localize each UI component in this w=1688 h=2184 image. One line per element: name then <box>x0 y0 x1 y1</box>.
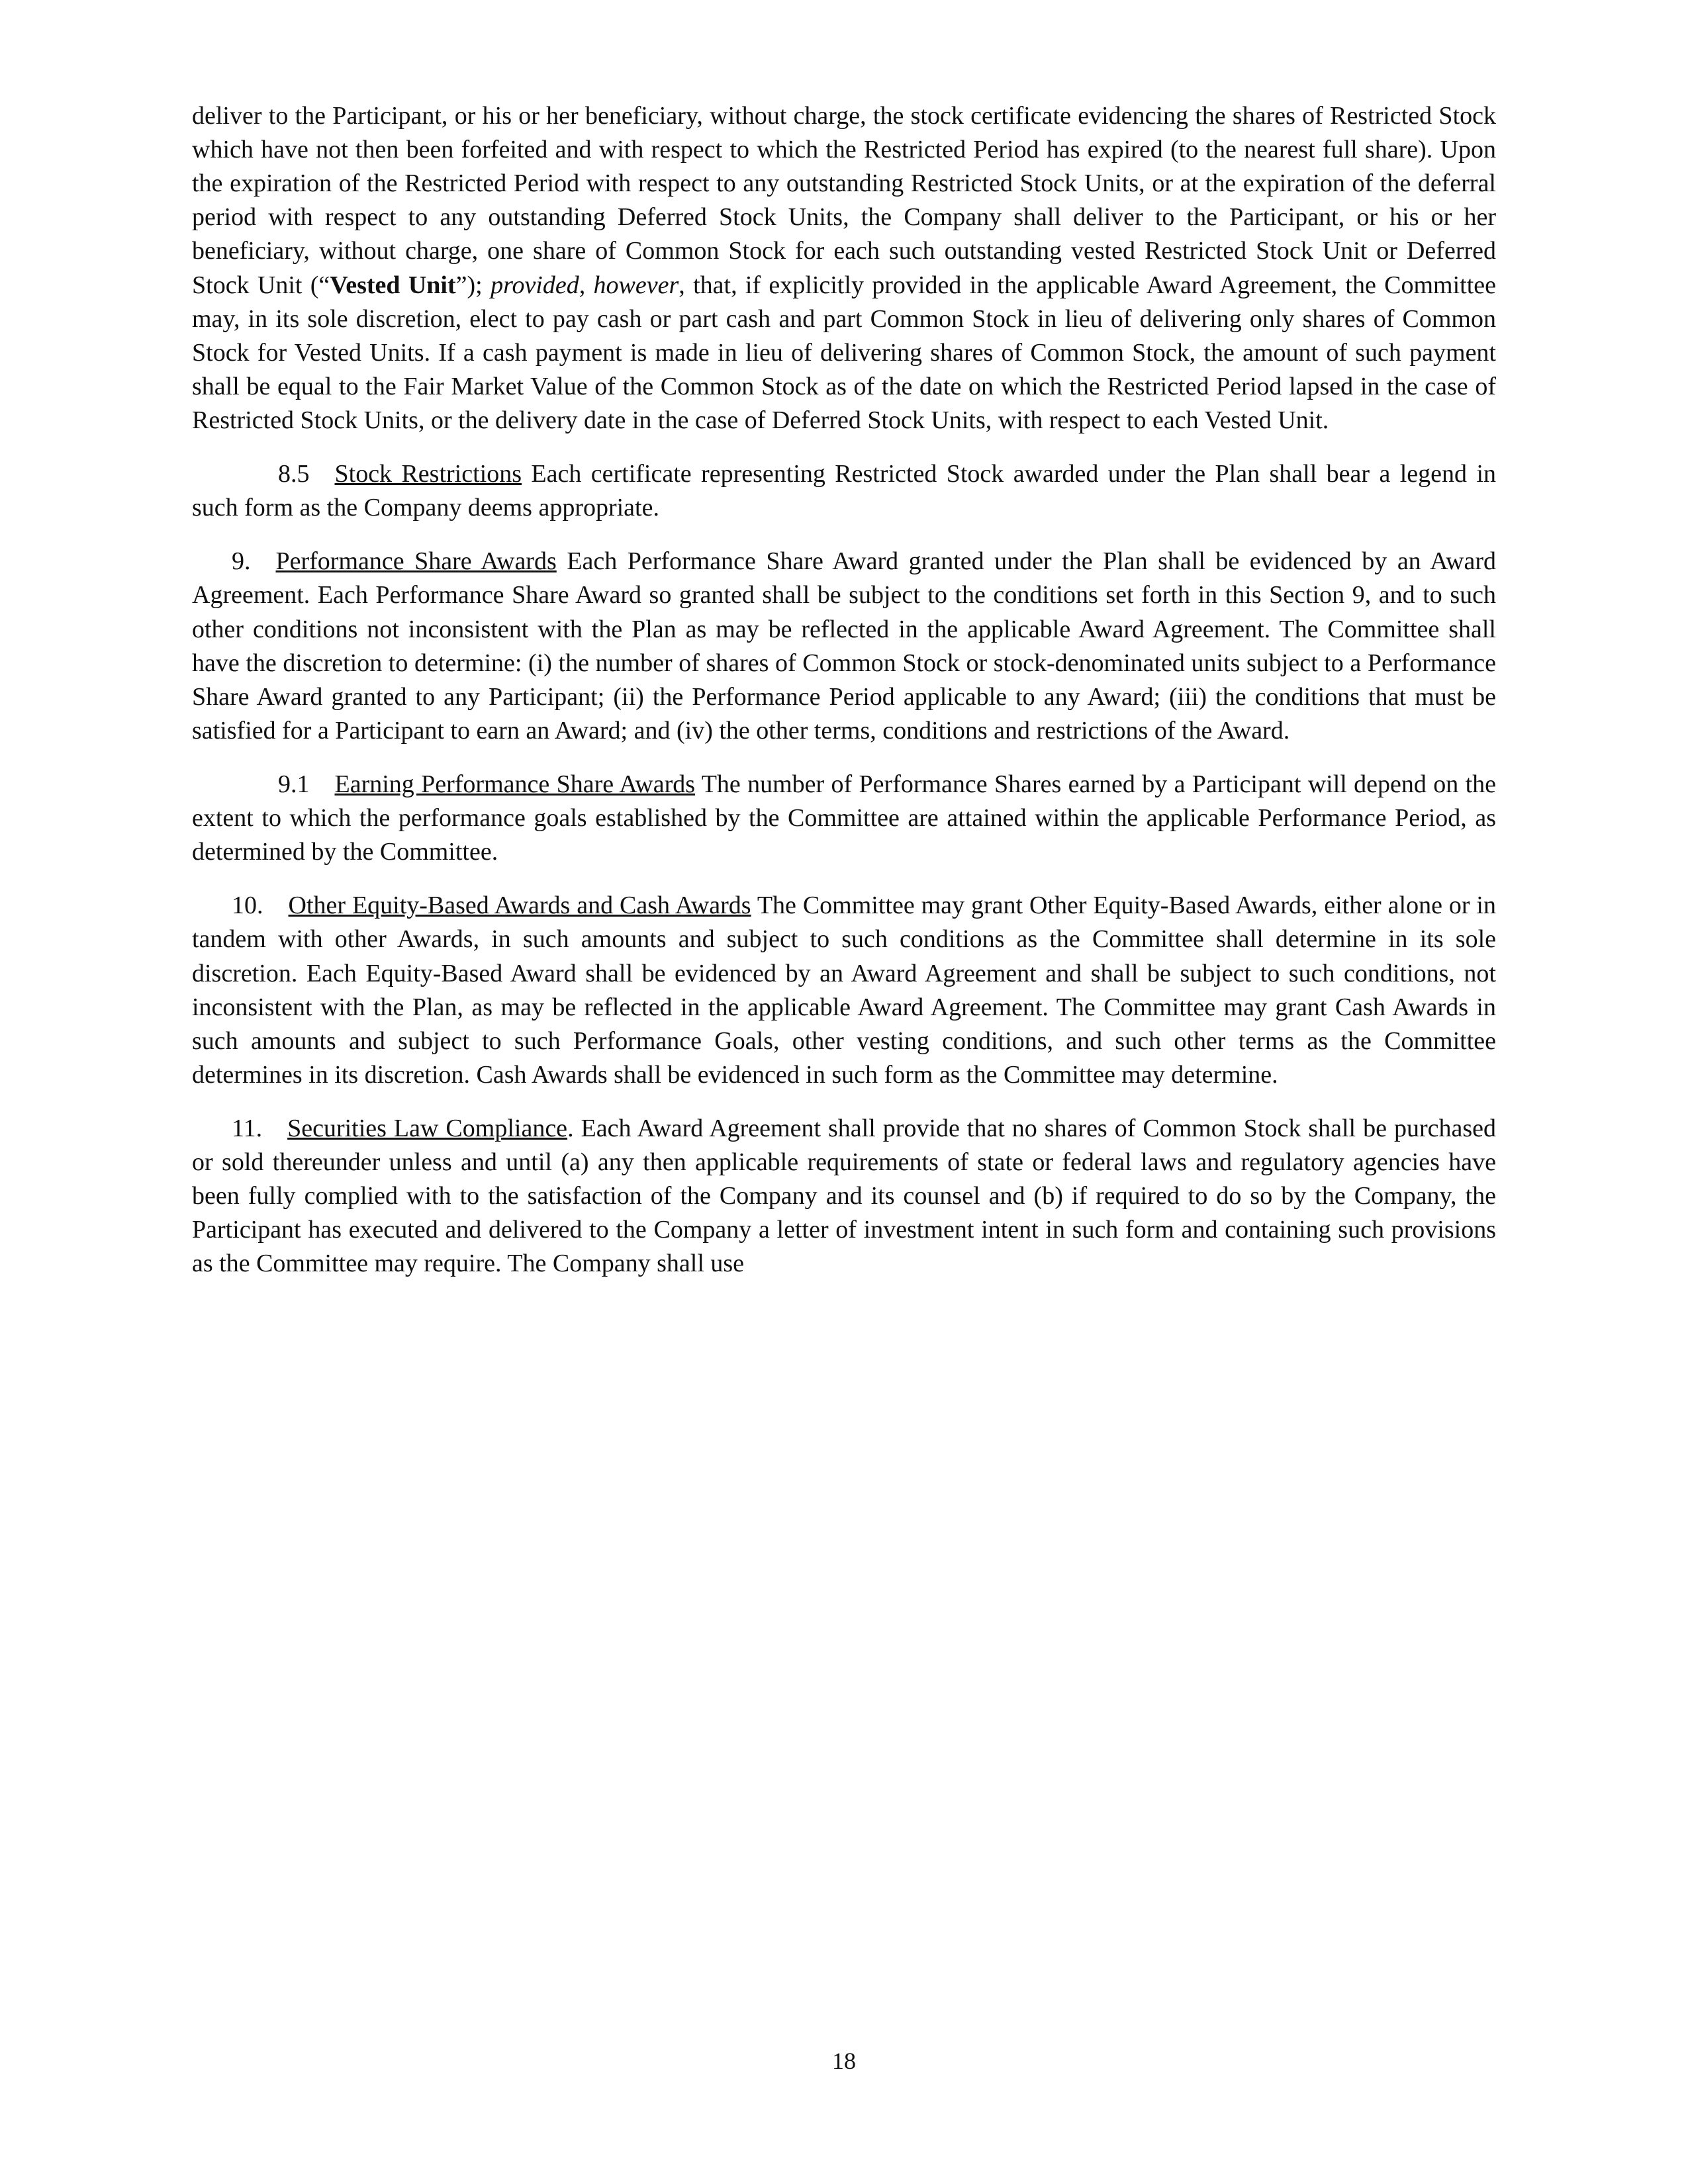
section-number: 10. <box>232 891 263 920</box>
page-number: 18 <box>832 2048 856 2074</box>
text-run: . Each Award Agreement shall provide that no shares of Common Stock shall be purchased or sold thereunder unless and until (a) any then applicable requirements of state or federal laws and regulatory agencies have been fully complied with to the satisfaction of the Company and its counsel and (b) if required to do so by the Company, the Participant has executed and delivered to the Company a letter of investment intent in such form and containing such provisions as the Committee may require. The Company shall use <box>192 1114 1496 1278</box>
paragraph-continued <box>192 99 1496 437</box>
text-run: ”); <box>455 271 491 299</box>
section-heading: Performance Share Awards <box>275 547 557 576</box>
section-gap <box>262 1115 287 1142</box>
text-run: The Committee may grant Other Equity-Based Awards, either alone or in tandem with other Awards, in such amounts and subject to such conditions as the Committee shall determine in its sole discretion. Each Equity-Based Award shall be evidenced by an Award Agreement and shall be subject to such conditions, not inconsistent with the Plan, as may be reflected in the applicable Award Agreement. The Committee may grant Cash Awards in such amounts and subject to such Performance Goals, other vesting conditions, and such other terms as the Committee determines in its discretion. Cash Awards shall be evidenced in such form as the Committee may determine. <box>192 891 1496 1089</box>
text-run-italic: provided, however <box>491 271 679 299</box>
section-number: 9. <box>232 547 251 576</box>
paragraph-section-9 <box>192 545 1496 748</box>
section-heading: Stock Restrictions <box>334 460 522 488</box>
section-number: 9.1 <box>278 770 310 798</box>
paragraph-section-9-1 <box>192 768 1496 869</box>
document-body <box>192 99 1496 1281</box>
section-heading: Securities Law Compliance <box>287 1114 568 1142</box>
section-heading: Earning Performance Share Awards <box>334 770 696 798</box>
text-run-bold: Vested Unit <box>330 271 456 299</box>
section-heading: Other Equity-Based Awards and Cash Awards <box>288 891 751 920</box>
section-number: 11. <box>232 1114 263 1142</box>
section-gap <box>310 460 335 488</box>
text-run: , that, if explicitly provided in the applicable Award Agreement, the Committee may, in its sole discretion, elect to pay cash or part cash and part Common Stock in lieu of delivering only shares of Common Stock for Vested Units. If a cash payment is made in lieu of delivering shares of Common Stock, the amount of such payment shall be equal to the Fair Market Value of the Common Stock as of the date on which the Restricted Period lapsed in the case of Restricted Stock Units, or the delivery date in the case of Deferred Stock Units, with respect to each Vested Unit. <box>192 271 1496 434</box>
section-gap <box>310 770 335 798</box>
section-gap <box>251 547 276 575</box>
section-gap <box>263 891 289 919</box>
text-run: deliver to the Participant, or his or her beneficiary, without charge, the stock certificate evidencing the shares of Restricted Stock which have not then been forfeited and with respect to which the Restricted Period has expired (to the nearest full share). Upon the expiration of the Restricted Period with respect to any outstanding Restricted Stock Units, or at the expiration of the deferral period with respect to any outstanding Deferred Stock Units, the Company shall deliver to the Participant, or his or her beneficiary, without charge, one share of Common Stock for each such outstanding vested Restricted Stock Unit or Deferred Stock Unit (“ <box>192 102 1496 299</box>
paragraph-section-10 <box>192 889 1496 1092</box>
text-run: Each Performance Share Award granted under the Plan shall be evidenced by an Award Agreement. Each Performance Share Award so granted shall be subject to the conditions set forth in this Section 9, and to such other conditions not inconsistent with the Plan as may be reflected in the applicable Award Agreement. The Committee shall have the discretion to determine: (i) the number of shares of Common Stock or stock-denominated units subject to a Performance Share Award granted to any Participant; (ii) the Performance Period applicable to any Award; (iii) the conditions that must be satisfied for a Participant to earn an Award; and (iv) the other terms, conditions and restrictions of the Award. <box>192 547 1497 745</box>
text-run: The number of Performance Shares earned by a Participant will depend on the extent to which the performance goals established by the Committee are attained within the applicable Performance Period, as determined by the Committee. <box>192 770 1497 866</box>
text-run: Each certificate representing Restricted Stock awarded under the Plan shall bear a legend in such form as the Company deems appropriate. <box>192 460 1496 522</box>
paragraph-section-11 <box>192 1112 1496 1281</box>
paragraph-section-8-5 <box>192 457 1496 525</box>
section-number: 8.5 <box>278 460 310 488</box>
